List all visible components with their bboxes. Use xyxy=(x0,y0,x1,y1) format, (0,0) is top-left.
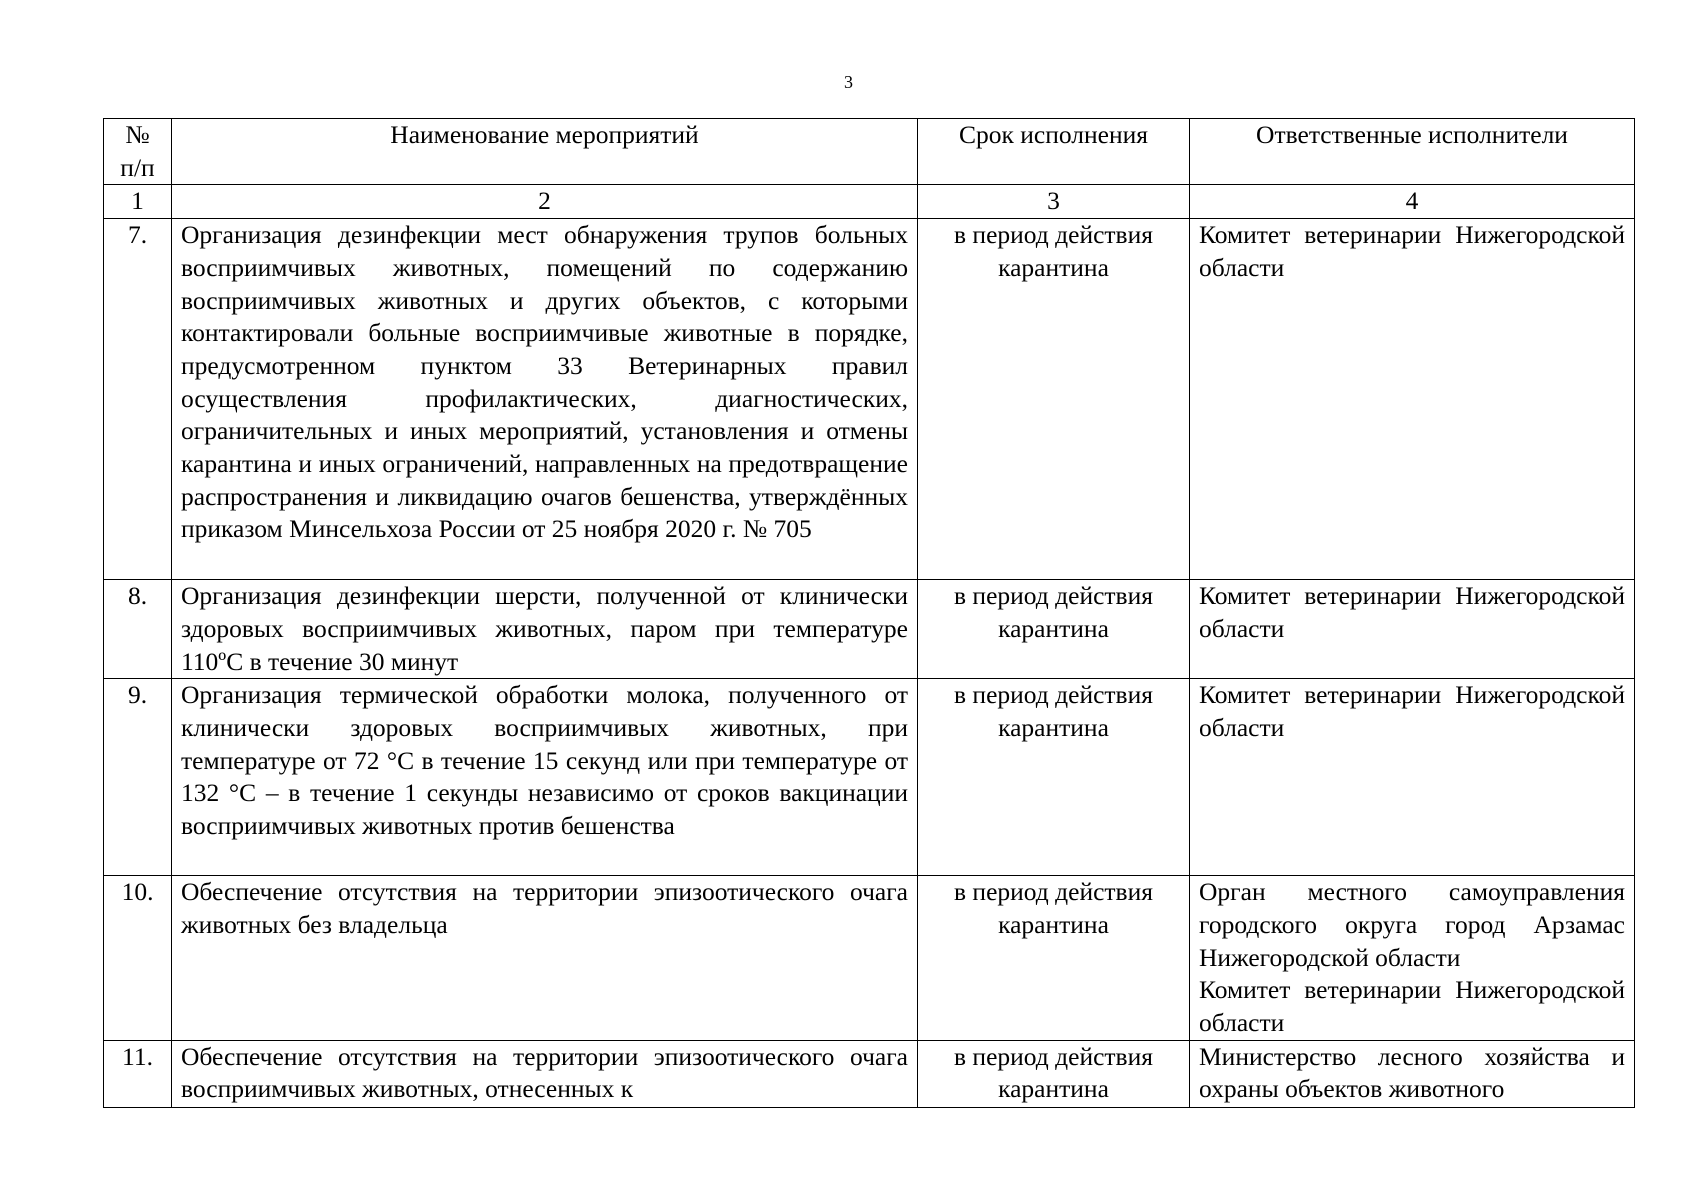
measure-term: в период действия карантина xyxy=(918,219,1190,580)
header-responsible: Ответственные исполнители xyxy=(1190,119,1635,185)
responsible-entry: Комитет ветеринарии Нижегородской области xyxy=(1199,680,1625,742)
measure-responsible xyxy=(1190,580,1635,679)
table-row xyxy=(104,219,1635,580)
header-num: № п/п xyxy=(104,119,172,185)
measures-table xyxy=(103,118,1635,1108)
row-number: 9. xyxy=(104,679,172,876)
responsible-entry: Комитет ветеринарии Нижегородской области xyxy=(1199,220,1625,282)
header-term: Срок исполнения xyxy=(918,119,1190,185)
responsible-entry: Комитет ветеринарии Нижегородской области xyxy=(1199,581,1625,643)
measure-responsible xyxy=(1190,219,1635,580)
measure-name: Обеспечение отсутствия на территории эпизоотического очага восприимчивых животных, отнесенных к xyxy=(172,1040,918,1107)
row-number: 7. xyxy=(104,219,172,580)
measure-name: Обеспечение отсутствия на территории эпизоотического очага животных без владельца xyxy=(172,876,918,1041)
page-number: 3 xyxy=(844,72,853,92)
responsible-entry: Министерство лесного хозяйства и охраны объектов животного xyxy=(1199,1041,1625,1104)
measure-term: в период действия карантина xyxy=(918,1040,1190,1107)
column-number: 2 xyxy=(172,185,918,219)
row-number: 8. xyxy=(104,580,172,679)
row-number: 10. xyxy=(104,876,172,1041)
column-number-row xyxy=(104,185,1635,219)
header-name: Наименование мероприятий xyxy=(172,119,918,185)
row-number: 11. xyxy=(104,1040,172,1107)
measure-term: в период действия карантина xyxy=(918,876,1190,1041)
measure-name: Организация дезинфекции шерсти, полученной от клинически здоровых восприимчивых животных, паром при температуре 110ºC в течение 30 минут xyxy=(172,580,918,679)
measure-term: в период действия карантина xyxy=(918,580,1190,679)
table-row xyxy=(104,580,1635,679)
table-row xyxy=(104,876,1635,1041)
responsible-entry: Комитет ветеринарии Нижегородской области xyxy=(1199,975,1625,1038)
column-number: 3 xyxy=(918,185,1190,219)
table-row xyxy=(104,679,1635,876)
table-header-row xyxy=(104,119,1635,185)
measure-responsible xyxy=(1190,1040,1635,1107)
measure-responsible xyxy=(1190,679,1635,876)
measure-name: Организация дезинфекции мест обнаружения трупов больных восприимчивых животных, помещений по содержанию восприимчивых животных и других объектов, с которыми контактировали больные восприимчивые животные в порядке, предусмотренном пунктом 33 Ветеринарных правил осуществления профилактических, диагностических, ограничительных и иных мероприятий, установления и отмены карантина и иных ограничений, направленных на предотвращение распространения и ликвидацию очагов бешенства, утверждённых приказом Минсельхоза России от 25 ноября 2020 г. № 705 xyxy=(172,219,918,580)
column-number: 1 xyxy=(104,185,172,219)
measure-name: Организация термической обработки молока, полученного от клинически здоровых восприимчивых животных, при температуре от 72 °C в течение 15 секунд или при температуре от 132 °C – в течение 1 секунды независимо от сроков вакцинации восприимчивых животных против бешенства xyxy=(172,679,918,876)
measure-responsible xyxy=(1190,876,1635,1041)
column-number: 4 xyxy=(1190,185,1635,219)
table-row xyxy=(104,1040,1635,1107)
measure-term: в период действия карантина xyxy=(918,679,1190,876)
responsible-entry: Орган местного самоуправления городского округа город Арзамас Нижегородской области xyxy=(1199,877,1625,972)
